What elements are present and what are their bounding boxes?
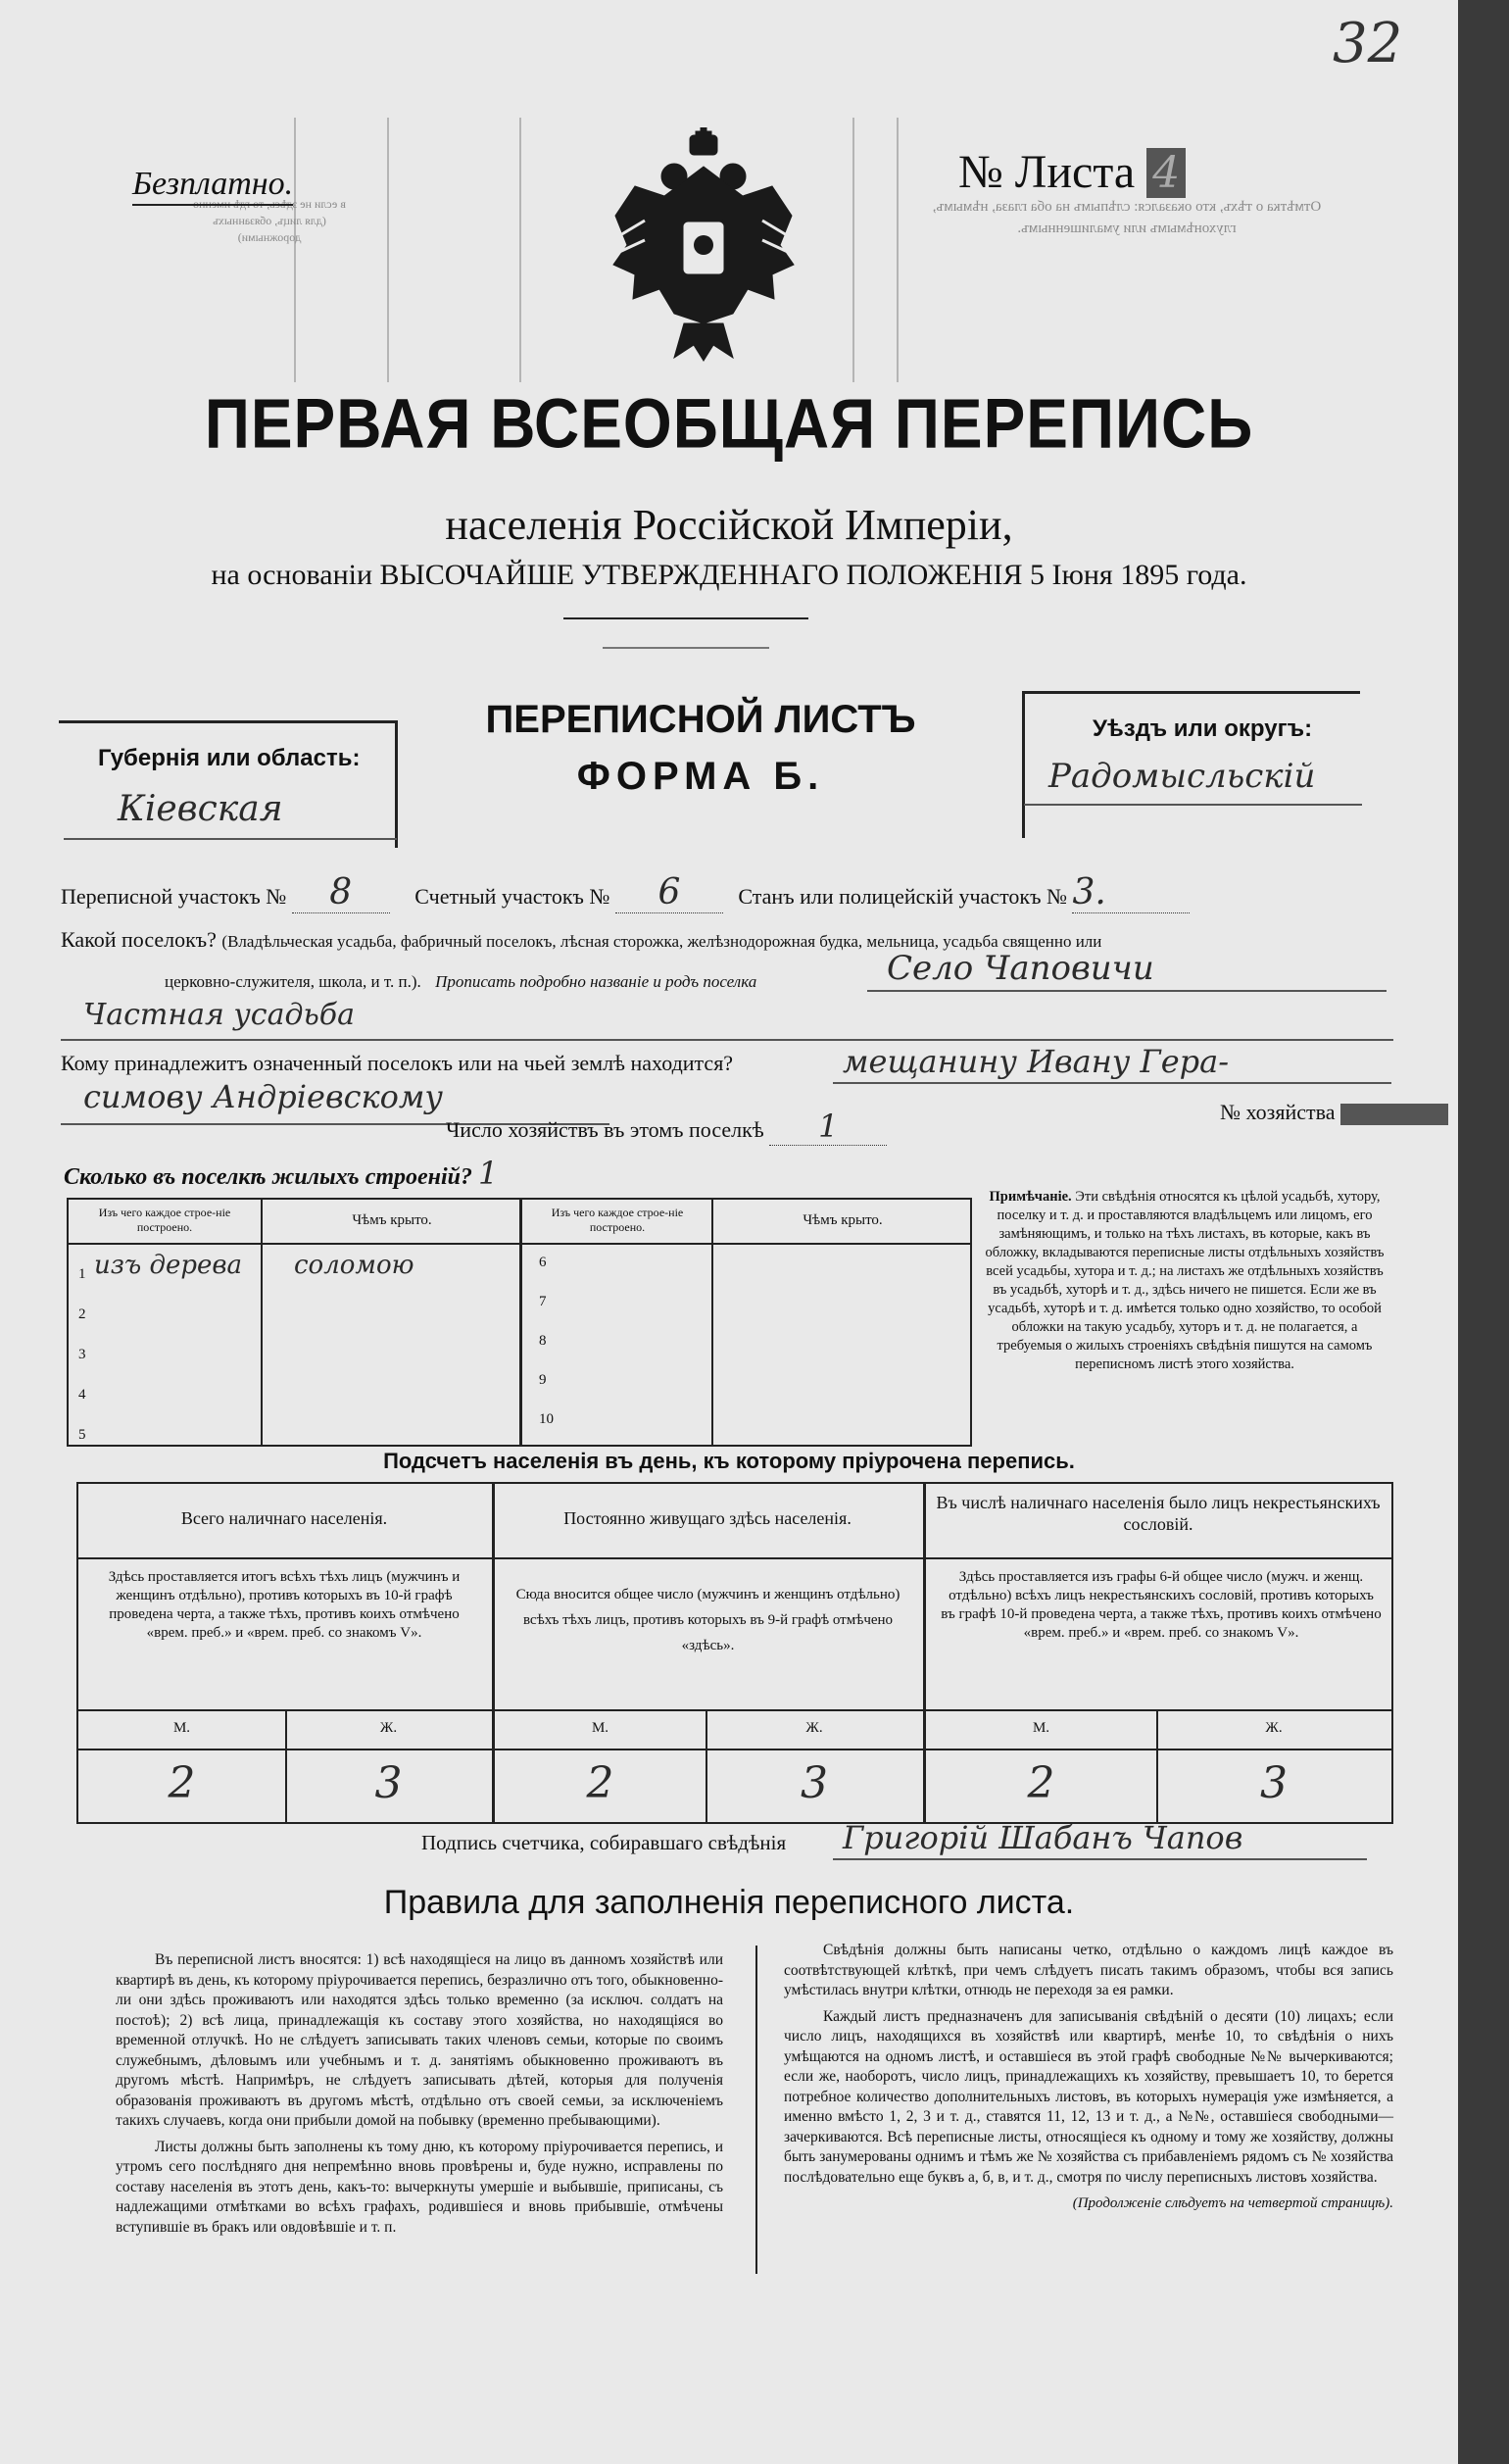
row-number: 2 <box>78 1306 86 1322</box>
settlement-instruction: Прописать подробно названіе и родъ поселка <box>435 972 757 991</box>
permanent-female-value: 3 <box>801 1758 828 1808</box>
bleed-text: в если не здѣсь, то гдѣ именно (для лицъ, обязанныхъ дорожными) <box>193 197 346 244</box>
rules-divider <box>755 1946 757 2274</box>
gubernia-frame-top <box>59 720 397 723</box>
header-divider <box>603 647 769 649</box>
rules-left-column <box>116 1950 723 2238</box>
gubernia-frame-right <box>395 720 398 848</box>
bleed-column-line <box>852 118 854 382</box>
free-label: Безплатно. <box>132 165 293 206</box>
rules-right-paragraph: Свѣдѣнія должны быть написаны четко, отдѣльно о каждомъ лицѣ каждое въ соотвѣтствующей клѣткѣ, при чемъ слѣдуетъ писать такимъ образомъ, чтобы вся запись умѣстилась внутри клѣтки, отнюдь не переходя за ея рамки. <box>784 1942 1393 1998</box>
gubernia-value: Кіевская <box>118 789 283 829</box>
rules-continued: (Продолженіе слѣдуетъ на четвертой страницѣ). <box>1072 2195 1393 2211</box>
bleed-column-line <box>294 118 296 382</box>
stan-label: Станъ или полицейскій участокъ № <box>738 884 1067 909</box>
table-divider <box>261 1200 263 1445</box>
col1-head: Всего наличнаго населенія. <box>180 1508 388 1528</box>
form-name: ФОРМА Б. <box>576 755 825 798</box>
table-divider <box>78 1749 1391 1750</box>
table-divider <box>78 1557 1391 1559</box>
uezd-frame-top <box>1022 691 1360 694</box>
male-label: М. <box>1032 1720 1050 1736</box>
col2-text: Сюда вносится общее число (мужчинъ и женщинъ отдѣльно) всѣхъ тѣхъ лицъ, противъ которыхъ въ 9-й графѣ отмѣчено «здѣсь». <box>515 1587 901 1653</box>
households-label: Число хозяйствъ въ этомъ поселкѣ <box>446 1117 764 1142</box>
main-title: ПЕРВАЯ ВСЕОБЩАЯ ПЕРЕПИСЬ <box>204 383 1254 464</box>
stan-value: 3. <box>1072 872 1190 913</box>
settlement-row <box>61 927 1403 953</box>
count-label: Счетный участокъ № <box>414 884 610 909</box>
right-row-numbers <box>539 1243 554 1439</box>
double-headed-eagle-emblem <box>606 127 802 363</box>
table-divider <box>78 1709 1391 1711</box>
buildings-value: 1 <box>478 1155 499 1192</box>
uezd-label: Уѣздъ или округъ: <box>1093 715 1313 742</box>
col-material-header: Изъ чего каждое строе-ніе построено. <box>551 1206 684 1234</box>
col-roof-header: Чѣмъ крыто. <box>352 1212 432 1228</box>
owner-value2: симову Андріевскому <box>83 1078 443 1115</box>
uezd-frame-left <box>1022 691 1025 838</box>
district-row <box>61 872 1393 912</box>
basis-line: на основаніи ВЫСОЧАЙШЕ УТВЕРЖДЕННАГО ПОЛОЖЕНІЯ 5 Іюня 1895 года. <box>211 559 1247 591</box>
permanent-male-value: 2 <box>586 1758 614 1808</box>
settlement-hint-row <box>165 972 756 992</box>
row-number: 8 <box>539 1333 547 1349</box>
row1-roof: соломою <box>294 1251 414 1280</box>
households-value: 1 <box>769 1108 887 1146</box>
row-number: 1 <box>78 1266 86 1282</box>
left-row-numbers <box>78 1255 86 1455</box>
male-label: М. <box>172 1720 191 1736</box>
row-number: 4 <box>78 1387 86 1403</box>
subtitle: населенія Россійской Имперіи, <box>445 501 1013 549</box>
bleed-column-line <box>897 118 899 382</box>
household-no-label: № хозяйства <box>1220 1100 1336 1124</box>
population-count-table <box>76 1482 1393 1824</box>
male-label: М. <box>591 1720 609 1736</box>
table-divider <box>711 1200 713 1445</box>
non-peasant-male-value: 2 <box>1027 1758 1055 1808</box>
settlement-value2: Частная усадьба <box>83 998 356 1032</box>
settlement-hint2: церковно-служителя, школа, и т. п.). <box>165 972 421 991</box>
total-male-value: 2 <box>168 1758 196 1808</box>
bleed-text: Отмѣтка о тѣхъ, кто оказался: слѣпымъ на оба глаза, нѣмымъ, глухонѣмымъ или умалишеннымъ. <box>932 199 1322 236</box>
col2-head: Постоянно живущаго здѣсь населенія. <box>563 1508 852 1528</box>
header-divider <box>563 617 808 619</box>
col1-text: Здѣсь проставляется итогъ всѣхъ тѣхъ лицъ (мужчинъ и женщинъ отдѣльно), противъ которыхъ въ 10-й графѣ проведена черта, а также тѣхъ, противъ коихъ отмѣчено «врем. преб.» и «врем. преб. со знакомъ V». <box>108 1569 461 1641</box>
owner-value: мещанину Ивану Гера- <box>843 1043 1229 1080</box>
signature-label: Подпись счетчика, собиравшаго свѣдѣнія <box>421 1831 787 1854</box>
count-value: 6 <box>615 872 723 913</box>
buildings-row <box>64 1155 498 1192</box>
rules-title: Правила для заполненія переписного листа. <box>383 1884 1075 1921</box>
row-number: 7 <box>539 1294 547 1309</box>
gubernia-underline <box>64 838 397 840</box>
note-text: Эти свѣдѣнія относятся къ цѣлой усадьбѣ, хутору, поселку и т. д. и проставляются владѣльцемъ или лицомъ, его замѣняющимъ, и только на тѣхъ листахъ, въ которые, какъ въ обложку, вкладываются переписные листы отдѣльныхъ хозяйствъ всей усадьбы, хутора и т. д.; на листахъ же отдѣльныхъ хозяйствъ въ усадьбѣ, хуторѣ и т. д., здѣсь ничего не пишется. Если же въ усадьбѣ, хуторѣ и т. д. имѣется только одно хозяйство, то особой обложки на такую усадьбу, хуторъ и т. д. не полагается, а требуемыя о жилыхъ строеніяхъ свѣдѣнія пишутся на самомъ переписномъ листѣ этого хозяйства. <box>985 1189 1385 1372</box>
form-title: ПЕРЕПИСНОЙ ЛИСТЪ <box>485 698 916 741</box>
buildings-table <box>67 1198 972 1447</box>
col3-text: Здѣсь проставляется изъ графы 6-й общее число (мужч. и женщ. отдѣльно) всѣхъ лицъ некрестьянскихъ сословій, противъ которыхъ въ графѣ 10-й проведена черта, а также тѣхъ, противъ коихъ отмѣчено «врем. преб.» и «врем. преб. со знакомъ V». <box>941 1569 1382 1641</box>
signature-value: Григорій Шабанъ Чапов <box>843 1819 1243 1856</box>
non-peasant-female-value: 3 <box>1260 1758 1288 1808</box>
row1-material: изъ дерева <box>94 1251 243 1280</box>
col-roof-header: Чѣмъ крыто. <box>803 1212 883 1228</box>
rules-right-paragraph: Каждый листъ предназначенъ для записыванія свѣдѣній о десяти (10) лицахъ; если число лицъ, находящихся въ хозяйствѣ или квартирѣ, менѣе 10, то свѣдѣнія о нихъ умѣщаются на одномъ листѣ, и оставшіеся въ этой графѣ свободные №№ вычеркиваются; если же, наоборотъ, число лицъ, принадлежащихъ къ хозяйству, превышаетъ 10, то берется потребное количество дополнительныхъ листовъ, въ которыхъ нумерація уже измѣняется, а именно вмѣсто 1, 2, 3 и т. д., ставятся 11, 12, 13 и т. д., а №№, оставшіеся свободными—зачеркиваются. Всѣ переписные листы, относящіеся къ одному и тому же хозяйству, должны быть занумерованы однимъ и тѣмъ же № хозяйства съ прибавленіемъ рядомъ съ № хозяйства послѣдовательно еще буквъ а, б, в, и т. д., смотря по числу переписныхъ листовъ хозяйства. <box>784 2007 1393 2186</box>
female-label: Ж. <box>379 1720 398 1736</box>
row-number: 5 <box>78 1427 86 1443</box>
rules-right-column <box>784 1941 1393 2214</box>
row-number: 9 <box>539 1372 547 1388</box>
note-block <box>980 1188 1389 1374</box>
female-label: Ж. <box>805 1720 823 1736</box>
sheet-number-value: 4 <box>1146 148 1186 198</box>
count-title: Подсчетъ населенія въ день, къ которому пріурочена перепись. <box>383 1449 1075 1473</box>
settlement-hint: (Владѣльческая усадьба, фабричный поселокъ, лѣсная сторожка, желѣзнодорожная будка, мельница, усадьба священно или <box>221 932 1102 951</box>
settlement-underline <box>61 1039 1393 1041</box>
owner-label: Кому принадлежитъ означенный поселокъ или на чьей землѣ находится? <box>61 1051 734 1075</box>
district-value: 8 <box>292 872 390 913</box>
rules-left-paragraph: Въ переписной листъ вносятся: 1) всѣ находящіеся на лицо въ данномъ хозяйствѣ или квартирѣ въ день, къ которому пріурочивается перепись, безразлично отъ того, обыкновенно-ли они здѣсь проживаютъ или находятся здѣсь только временно (за исключ. солдатъ на постоѣ); 2) всѣ лица, принадлежащія къ составу этого хозяйства, но находящіяся во временной отлучкѣ. Но не слѣдуетъ записывать таких членовъ семьи, которые по своимъ служебнымъ, дѣловымъ или учебнымъ и т. д. занятіямъ обыкновенно проживаютъ въ другомъ мѣстѣ. Напримѣръ, не слѣдуетъ записывать дѣтей, которыя для полученія образованія проживаютъ въ другомъ мѣстѣ, отдѣльно отъ своей семьи, за исключеніемъ такихъ случаевъ, когда они прибыли домой на побывку (временно пребывающими). <box>116 1951 723 2129</box>
col-material-header: Изъ чего каждое строе-ніе построено. <box>98 1206 231 1234</box>
row-number: 10 <box>539 1411 554 1427</box>
row-number: 6 <box>539 1255 547 1270</box>
gubernia-label: Губернія или область: <box>98 745 361 771</box>
sheet-number-label <box>958 145 1186 199</box>
owner-underline <box>833 1082 1391 1084</box>
row-number: 3 <box>78 1347 86 1362</box>
scan-edge <box>1458 0 1509 2464</box>
table-divider <box>519 1200 522 1445</box>
settlement-underline <box>867 990 1387 992</box>
sheet-number-text: № Листа <box>958 146 1136 198</box>
bleed-column-line <box>519 118 521 382</box>
buildings-label: Сколько въ поселкѣ жилыхъ строеній? <box>64 1164 472 1190</box>
rules-left-paragraph: Листы должны быть заполнены къ тому дню, къ которому пріурочивается перепись, и утромъ сего послѣдняго дня непремѣнно вновь провѣрены и, буде нужно, исправлены по составу населенія въ этотъ день, какъ-то: вычеркнуты умершіе и выбывшіе, приписаны, съ надлежащими отмѣтками во всѣхъ графахъ, родившіеся и вновь прибывшіе, отмѣчены вступившіе въ бракъ или овдовѣвшіе и т. п. <box>116 2138 723 2236</box>
settlement-value: Село Чаповичи <box>887 949 1154 988</box>
uezd-underline <box>1024 804 1362 806</box>
household-no-value-redacted <box>1340 1104 1448 1125</box>
total-female-value: 3 <box>374 1758 403 1808</box>
signature-underline <box>833 1858 1367 1860</box>
settlement-label: Какой поселокъ? <box>61 927 217 952</box>
female-label: Ж. <box>1265 1720 1283 1736</box>
households-row <box>446 1108 887 1146</box>
note-title: Примѣчаніе. <box>989 1189 1072 1205</box>
household-no-row <box>1220 1100 1448 1125</box>
table-divider <box>69 1243 970 1245</box>
district-label: Переписной участокъ № <box>61 884 287 909</box>
col3-head: Въ числѣ наличнаго населенія было лицъ некрестьянскихъ сословій. <box>936 1493 1381 1534</box>
corner-number: 32 <box>1333 12 1403 75</box>
uezd-value: Радомысльскій <box>1048 757 1316 796</box>
bleed-column-line <box>387 118 389 382</box>
